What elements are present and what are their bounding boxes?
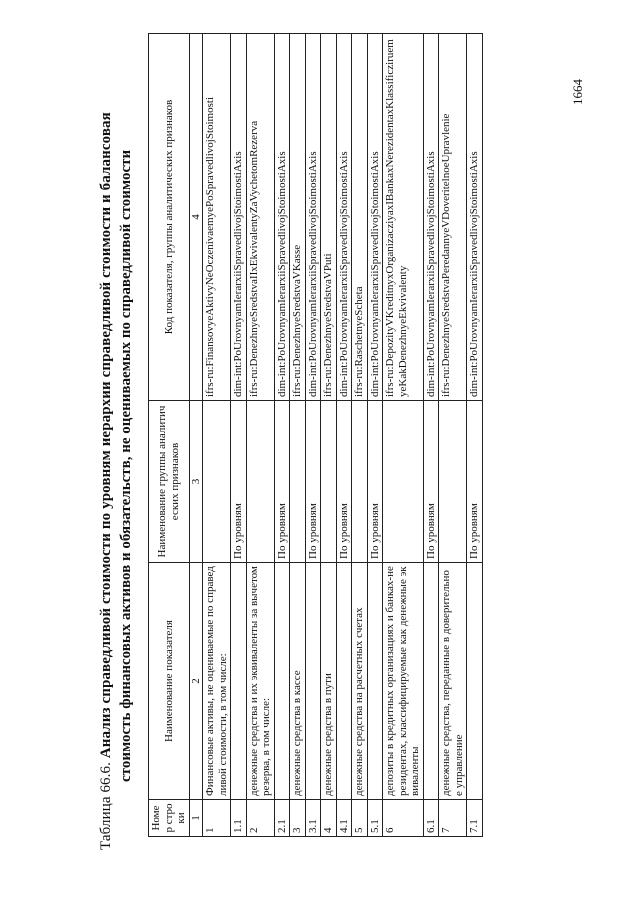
row-number-cell: 2.1: [274, 800, 290, 837]
table-row: [246, 34, 274, 837]
indicator-name-cell: [423, 563, 439, 800]
group-name-cell: По уровням: [336, 401, 352, 563]
row-number-cell: 5: [352, 800, 368, 837]
column-number: 2: [189, 563, 203, 800]
table-row: [274, 34, 290, 837]
indicator-code-cell: ifrs-ru:DenezhnyeSredstvaPeredannyeVDoveritelnoeUpravlenie: [439, 34, 467, 401]
table-row: [321, 34, 337, 837]
indicator-code-cell: ifrs-ru:DenezhnyeSredstvaVPuti: [321, 34, 337, 401]
indicator-code-cell: ifrs-ru:FinansovyeAktivyNeOczenivaemyePoSpravedlivojStoimosti: [203, 34, 231, 401]
indicator-name-cell: депозиты в кредитных организациях и банках-нерезидентах, классифицируемые как денежные эквиваленты: [383, 563, 424, 800]
table-row: [439, 34, 467, 837]
row-number-cell: 6: [383, 800, 424, 837]
table-label: Таблица 66.6.: [98, 762, 114, 850]
indicator-code-cell: dim-int:PoUrovnyamIerarxiiSpravedlivojStoimostiAxis: [305, 34, 321, 401]
table-row: [467, 34, 483, 837]
indicator-name-cell: денежные средства, переданные в доверительное управление: [439, 563, 467, 800]
column-number: 3: [189, 401, 203, 563]
header-code: Код показателя, группы аналитических признаков: [149, 34, 190, 401]
column-number: 4: [189, 34, 203, 401]
indicator-name-cell: [274, 563, 290, 800]
indicator-code-cell: ifrs-ru:DepozityVKreditnyxOrganizacziyaxIBankaxNerezidentaxKlassificziruemyeKakDenezhnyeEkvivalenty: [383, 34, 424, 401]
table-row: [383, 34, 424, 837]
table-row: [367, 34, 383, 837]
indicator-code-cell: dim-int:PoUrovnyamIerarxiiSpravedlivojStoimostiAxis: [274, 34, 290, 401]
row-number-cell: 6.1: [423, 800, 439, 837]
indicator-code-cell: dim-int:PoUrovnyamIerarxiiSpravedlivojStoimostiAxis: [467, 34, 483, 401]
row-number-cell: 1.1: [231, 800, 247, 837]
group-name-cell: [352, 401, 368, 563]
indicator-name-cell: [367, 563, 383, 800]
header-group-name: Наименование группы аналитических признаков: [149, 401, 190, 563]
row-number-cell: 1: [203, 800, 231, 837]
row-number-cell: 3: [290, 800, 306, 837]
table-body: [203, 34, 483, 837]
group-name-cell: По уровням: [423, 401, 439, 563]
column-number-row: [189, 34, 203, 837]
indicator-name-cell: Финансовые активы, не оцениваемые по справедливой стоимости, в том числе:: [203, 563, 231, 800]
indicator-name-cell: [305, 563, 321, 800]
indicator-name-cell: [336, 563, 352, 800]
data-table: [148, 33, 483, 837]
indicator-code-cell: dim-int:PoUrovnyamIerarxiiSpravedlivojStoimostiAxis: [367, 34, 383, 401]
table-row: [423, 34, 439, 837]
group-name-cell: [246, 401, 274, 563]
indicator-name-cell: денежные средства в пути: [321, 563, 337, 800]
row-number-cell: 3.1: [305, 800, 321, 837]
header-indicator-name: Наименование показателя: [149, 563, 190, 800]
row-number-cell: 7: [439, 800, 467, 837]
table-row: [305, 34, 321, 837]
page-number: 1664: [570, 79, 585, 105]
table-row: [336, 34, 352, 837]
group-name-cell: [321, 401, 337, 563]
group-name-cell: [203, 401, 231, 563]
indicator-code-cell: dim-int:PoUrovnyamIerarxiiSpravedlivojStoimostiAxis: [336, 34, 352, 401]
group-name-cell: По уровням: [305, 401, 321, 563]
table-header-row: [149, 34, 190, 837]
group-name-cell: [439, 401, 467, 563]
indicator-code-cell: ifrs-ru:DenezhnyeSredstvaVKasse: [290, 34, 306, 401]
table-title-line2: стоимость финансовых активов и обязательств, не оцениваемых по справедливой стоимости: [118, 149, 134, 782]
indicator-code-cell: ifrs-ru:DenezhnyeSredstvaIIxEkvivalentyZaVychetomRezerva: [246, 34, 274, 401]
indicator-code-cell: ifrs-ru:RaschetnyeScheta: [352, 34, 368, 401]
row-number-cell: 4.1: [336, 800, 352, 837]
table-title-line1: Анализ справедливой стоимости по уровням иерархии справедливой стоимости и балансовая: [98, 112, 114, 759]
indicator-code-cell: dim-int:PoUrovnyamIerarxiiSpravedlivojStoimostiAxis: [423, 34, 439, 401]
table-title: [98, 30, 115, 850]
group-name-cell: [290, 401, 306, 563]
row-number-cell: 5.1: [367, 800, 383, 837]
row-number-cell: 7.1: [467, 800, 483, 837]
table-row: [352, 34, 368, 837]
column-number: 1: [189, 800, 203, 837]
group-name-cell: По уровням: [231, 401, 247, 563]
indicator-name-cell: денежные средства в кассе: [290, 563, 306, 800]
group-name-cell: По уровням: [467, 401, 483, 563]
table-row: [231, 34, 247, 837]
group-name-cell: По уровням: [367, 401, 383, 563]
table-row: [290, 34, 306, 837]
group-name-cell: [383, 401, 424, 563]
indicator-name-cell: [231, 563, 247, 800]
header-row-number: Номер строки: [149, 800, 190, 837]
row-number-cell: 2: [246, 800, 274, 837]
row-number-cell: 4: [321, 800, 337, 837]
indicator-code-cell: dim-int:PoUrovnyamIerarxiiSpravedlivojStoimostiAxis: [231, 34, 247, 401]
indicator-name-cell: денежные средства на расчетных счетах: [352, 563, 368, 800]
table-row: [203, 34, 231, 837]
indicator-name-cell: денежные средства и их эквиваленты за вычетом резерва, в том числе:: [246, 563, 274, 800]
indicator-name-cell: [467, 563, 483, 800]
group-name-cell: По уровням: [274, 401, 290, 563]
